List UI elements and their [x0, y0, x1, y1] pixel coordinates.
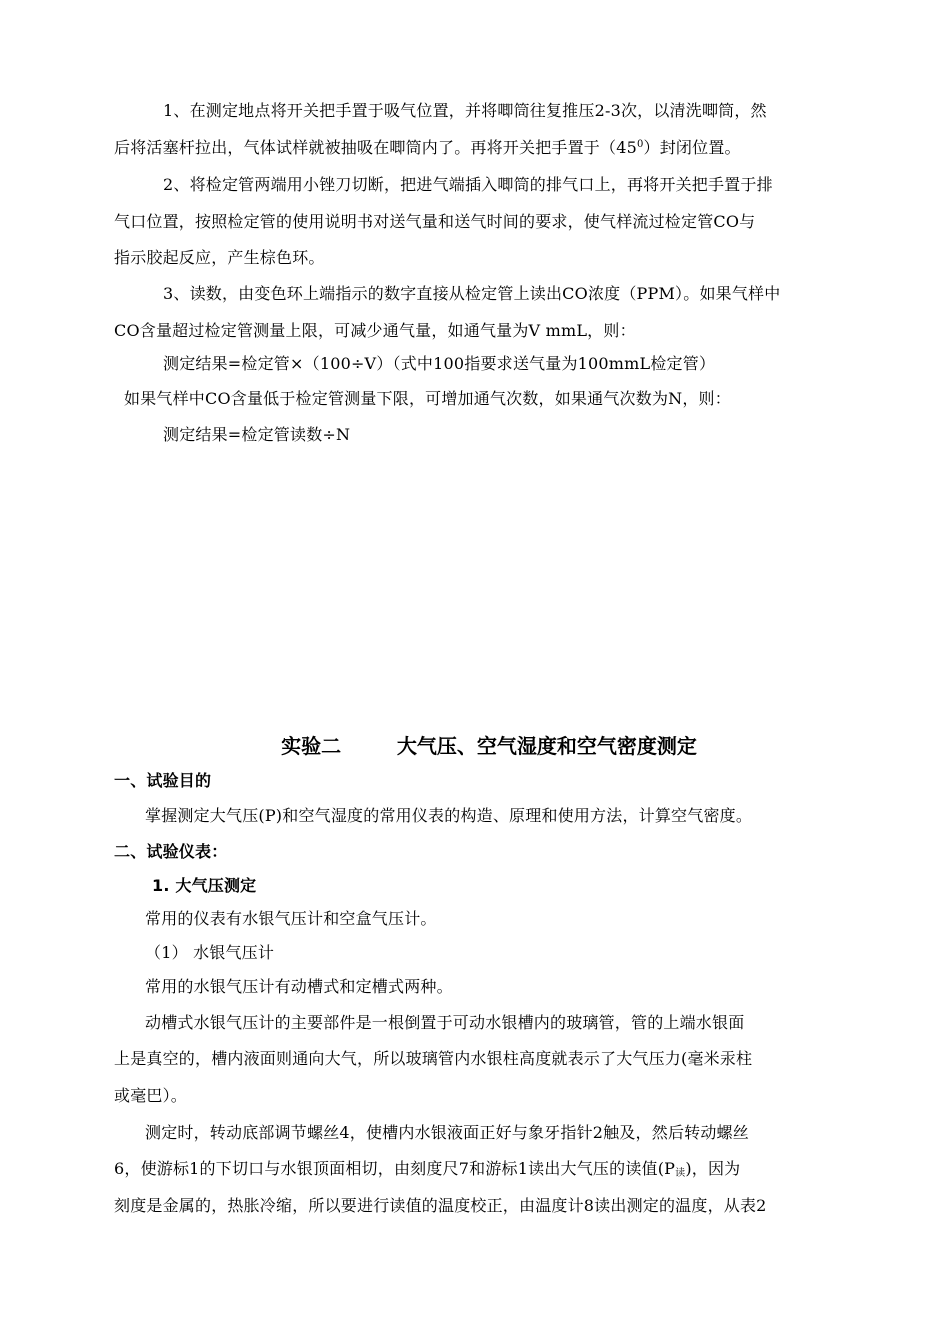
paragraph-step2-line3: 指示胶起反应，产生棕色环。: [114, 248, 325, 267]
superscript-degree: 0: [636, 139, 644, 150]
paragraph-step3-line2: CO含量超过检定管测量上限，可减少通气量，如通气量为V mmL，则：: [114, 321, 636, 340]
paragraph-barometer-structure-line3: 或毫巴）。: [114, 1086, 188, 1105]
heading-instruments: 二、试验仪表：: [114, 842, 228, 861]
paragraph-step3-line1: 3、读数，由变色环上端指示的数字直接从检定管上读出CO浓度（PPM）。如果气样中: [163, 284, 781, 303]
text-segment: 6，使游标1的下切口与水银顶面相切，由刻度尺7和游标1读出大气压的读值(P: [114, 1159, 676, 1178]
subheading-pressure: 1. 大气压测定: [152, 876, 257, 895]
paragraph-step1-line1: 1、在测定地点将开关把手置于吸气位置，并将唧筒往复推压2-3次，以清洗唧筒，然: [163, 101, 767, 120]
paragraph-barometer-structure-line1: 动槽式水银气压计的主要部件是一根倒置于可动水银槽内的玻璃管，管的上端水银面: [145, 1013, 745, 1032]
paragraph-purpose: 掌握测定大气压(P)和空气湿度的常用仪表的构造、原理和使用方法，计算空气密度。: [145, 806, 753, 825]
paragraph-barometer-structure-line2: 上是真空的，槽内液面则通向大气，所以玻璃管内水银柱高度就表示了大气压力(毫米汞柱: [114, 1049, 753, 1068]
paragraph-barometer-types: 常用的水银气压计有动槽式和定槽式两种。: [145, 977, 453, 996]
paragraph-measurement-line3: 刻度是金属的，热胀冷缩，所以要进行读值的温度校正，由温度计8读出测定的温度，从表2: [114, 1196, 767, 1215]
paragraph-measurement-line2: [114, 1159, 864, 1179]
paragraph-measurement-line1: 测定时，转动底部调节螺丝4，使槽内水银液面正好与象牙指针2触及，然后转动螺丝: [145, 1123, 749, 1142]
subscript-read: 读: [675, 1168, 686, 1179]
paragraph-lower-limit: 如果气样中CO含量低于检定管测量下限，可增加通气次数，如果通气次数为N，则：: [124, 389, 731, 408]
paragraph-step2-line2: 气口位置，按照检定管的使用说明书对送气量和送气时间的要求，使气样流过检定管CO与: [114, 212, 756, 231]
heading-purpose: 一、试验目的: [114, 771, 212, 790]
text-segment: ）封闭位置。: [643, 138, 741, 157]
formula-lower-limit: 测定结果=检定管读数÷N: [163, 425, 351, 444]
paragraph-step1-line2: [114, 138, 864, 158]
subheading-mercury-barometer: （1） 水银气压计: [145, 943, 275, 962]
experiment-title: 实验二 大气压、空气湿度和空气密度测定: [281, 734, 697, 758]
text-segment: )，因为: [685, 1159, 741, 1178]
paragraph-step2-line1: 2、将检定管两端用小锉刀切断，把进气端插入唧筒的排气口上，再将开关把手置于排: [163, 175, 773, 194]
formula-upper-limit: 测定结果=检定管×（100÷V）（式中100指要求送气量为100mmL检定管）: [163, 354, 716, 373]
paragraph-instruments: 常用的仪表有水银气压计和空盒气压计。: [145, 909, 437, 928]
text-segment: 后将活塞杆拉出，气体试样就被抽吸在唧筒内了。再将开关把手置于（45: [114, 138, 637, 157]
